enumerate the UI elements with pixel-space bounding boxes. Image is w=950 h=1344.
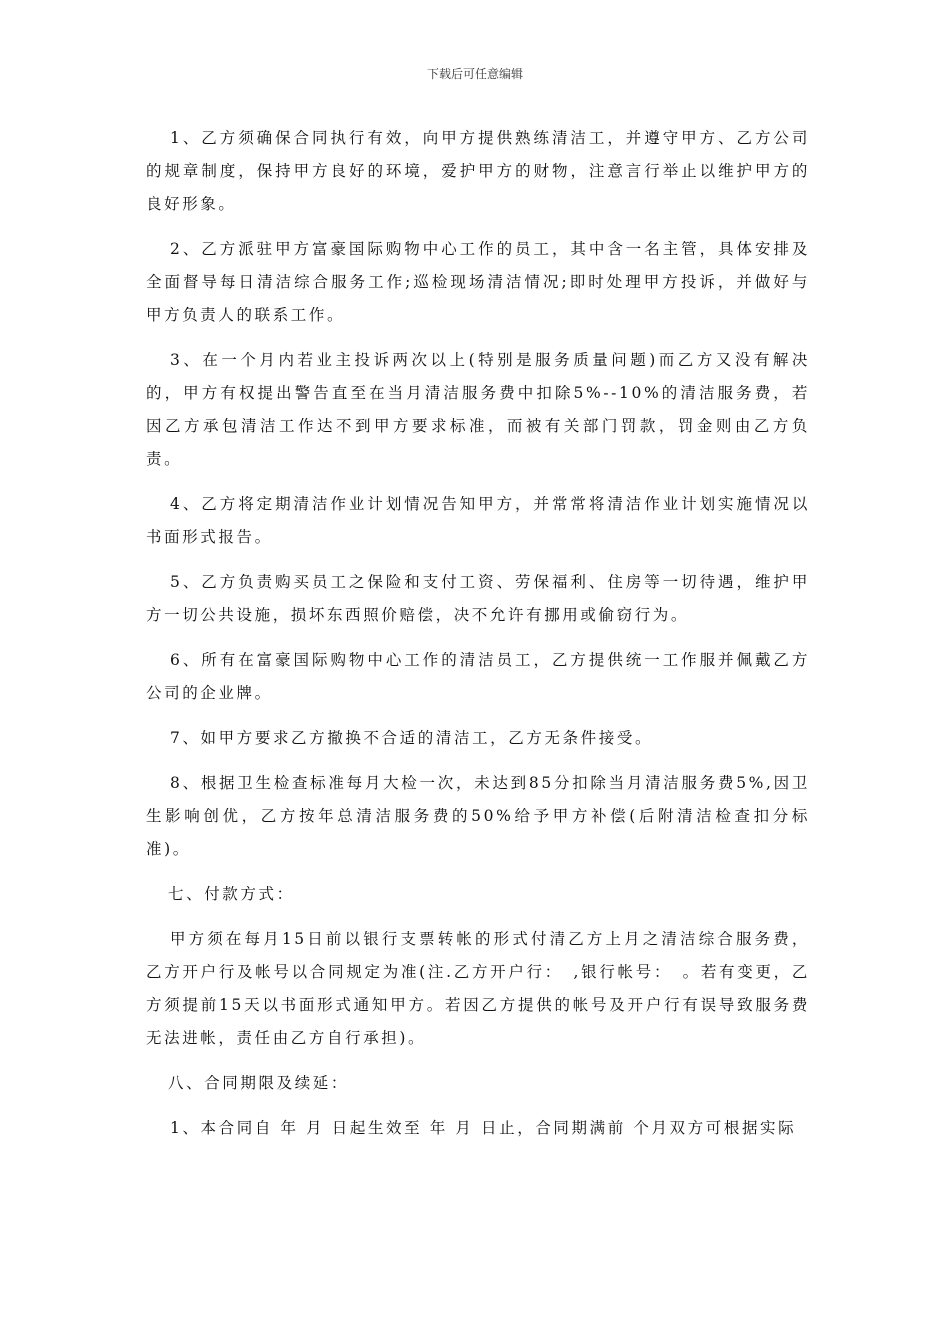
clause-4: 4、乙方将定期清洁作业计划情况告知甲方，并常常将清洁作业计划实施情况以书面形式报告。 bbox=[146, 495, 810, 546]
page-header: 下载后可任意编辑 bbox=[426, 67, 523, 81]
clause-8: 8、根据卫生检查标准每月大检一次，未达到85分扣除当月清洁服务费5%,因卫生影响创优，乙方按年总清洁服务费的50%给予甲方补偿(后附清洁检查扣分标准)。 bbox=[146, 774, 810, 858]
section-heading-payment: 七、付款方式： bbox=[168, 885, 295, 903]
clause-2: 2、乙方派驻甲方富豪国际购物中心工作的员工，其中含一名主管，具体安排及全面督导每日清洁综合服务工作;巡检现场清洁情况;即时处理甲方投诉，并做好与甲方负责人的联系工作。 bbox=[146, 240, 810, 324]
term-clause-1: 1、本合同自 年 月 日起生效至 年 月 日止，合同期满前 个月双方可根据实际 bbox=[170, 1119, 797, 1137]
document-body bbox=[146, 122, 810, 1157]
clause-5: 5、乙方负责购买员工之保险和支付工资、劳保福利、住房等一切待遇，维护甲方一切公共设施，损坏东西照价赔偿，决不允许有挪用或偷窃行为。 bbox=[146, 573, 810, 624]
clause-7: 7、如甲方要求乙方撤换不合适的清洁工，乙方无条件接受。 bbox=[170, 729, 654, 747]
clause-1: 1、乙方须确保合同执行有效，向甲方提供熟练清洁工，并遵守甲方、乙方公司的规章制度，保持甲方良好的环境，爱护甲方的财物，注意言行举止以维护甲方的良好形象。 bbox=[146, 129, 810, 213]
payment-paragraph: 甲方须在每月15日前以银行支票转帐的形式付清乙方上月之清洁综合服务费，乙方开户行及帐号以合同规定为准(注.乙方开户行： ,银行帐号： 。若有变更，乙方须提前15天以书面形式通知甲方。若因乙方提供的帐号及开户行有误导致服务费无法进帐，责任由乙方自行承担)。 bbox=[146, 930, 810, 1047]
section-heading-term: 八、合同期限及续延： bbox=[168, 1074, 350, 1092]
clause-3: 3、在一个月内若业主投诉两次以上(特别是服务质量问题)而乙方又没有解决的，甲方有权提出警告直至在当月清洁服务费中扣除5%--10%的清洁服务费，若因乙方承包清洁工作达不到甲方要求标准，而被有关部门罚款，罚金则由乙方负责。 bbox=[146, 351, 810, 468]
clause-6: 6、所有在富豪国际购物中心工作的清洁员工，乙方提供统一工作服并佩戴乙方公司的企业牌。 bbox=[146, 651, 810, 702]
